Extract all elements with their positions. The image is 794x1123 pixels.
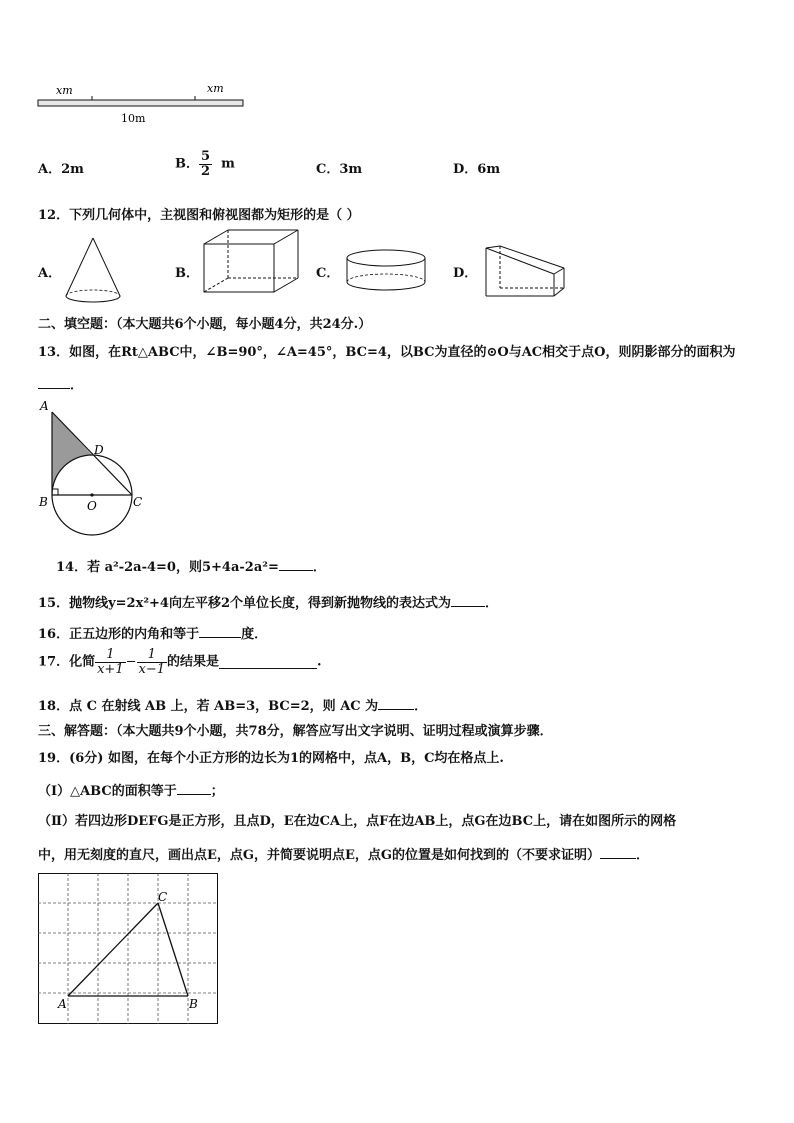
q11-option-b (175, 150, 235, 179)
q12-option-d: D． (453, 266, 478, 281)
q17-fraction-2 (137, 648, 168, 677)
q15-blank (451, 594, 485, 607)
q12-option-c: C． (316, 266, 340, 281)
q13-stem: 13．如图，在Rt△ABC中，∠B=90°，∠A=45°，BC=4，以BC为直径的⊙O与AC相交于点O，则阴影部分的面积为 (38, 345, 736, 360)
q17-f2-den: x−1 (138, 662, 165, 677)
cylinder-figure (342, 246, 430, 296)
q19-part1-line (38, 782, 224, 800)
cone-figure (60, 234, 130, 306)
q17-suffix: 的结果是 (167, 654, 220, 670)
q19-part2-blank (600, 846, 636, 859)
q14-blank (279, 558, 313, 571)
q13-shaded-region (52, 412, 92, 495)
q13-circle-figure (36, 396, 148, 542)
q17-prefix: 17．化简 (38, 654, 96, 670)
q12-stem: 12．下列几何体中，主视图和俯视图都为矩形的是（ ） (38, 208, 360, 223)
q17-minus: − (125, 654, 137, 670)
q18-tail: ． (414, 699, 428, 714)
q13-label-a: A (40, 399, 49, 413)
q15-tail: ． (485, 596, 499, 611)
q19-label-b: B (189, 997, 198, 1011)
q15-line (38, 594, 498, 612)
q16-tail: 度． (241, 627, 268, 642)
q19-part2-tail: ． (636, 848, 650, 863)
q11-option-b-den: 2 (201, 164, 211, 179)
q11-option-c: C．3m (316, 162, 363, 177)
q19-grid-figure (38, 873, 219, 1026)
q18-stem: 18．点 C 在射线 AB 上，若 AB=3，BC=2，则 AC 为 (38, 699, 379, 714)
q18-line (38, 697, 427, 715)
q13-label-o: O (87, 499, 97, 513)
q17-blank (219, 656, 317, 669)
q17-f1-den: x+1 (97, 662, 124, 677)
q13-blank (38, 376, 70, 389)
segment-label-right: xm (207, 82, 224, 95)
segment-bar (38, 100, 243, 106)
q15-stem: 15．抛物线y=2x²+4向左平移2个单位长度，得到新抛物线的表达式为 (38, 596, 452, 611)
q13-label-d: D (94, 443, 104, 457)
q19-part1-blank (177, 782, 211, 795)
wedge-prism-figure (480, 242, 570, 302)
q19-part2-line1: （Ⅱ）若四边形DEFG是正方形，且点D，E在边CA上，点F在边AB上，点G在边BC上，请在如图所示的网格 (38, 814, 677, 829)
q11-option-b-letter: B． (175, 156, 199, 172)
q16-blank (199, 625, 241, 638)
segment-figure (30, 78, 260, 130)
q19-part1: （Ⅰ）△ABC的面积等于 (38, 784, 177, 799)
q19-part1-tail: ； (210, 784, 224, 799)
q19-stem: 19．(6分) 如图，在每个小正方形的边长为1的网格中，点A，B，C均在格点上. (38, 751, 504, 766)
q11-option-a: A．2m (38, 162, 84, 177)
box-figure (198, 226, 302, 296)
segment-label-left: xm (56, 84, 73, 97)
segment-label-total: 10m (121, 112, 146, 125)
q11-option-b-unit: m (221, 156, 235, 172)
q16-line (38, 625, 267, 643)
q17-f2-num: 1 (137, 648, 168, 663)
q12-option-b: B． (175, 266, 199, 281)
q14-tail: ． (312, 560, 326, 575)
q19-part2-line2 (38, 846, 649, 864)
q13-label-c: C (133, 495, 143, 509)
q11-option-b-fraction (199, 150, 212, 179)
q14-line (56, 558, 326, 576)
q13-tail: ． (70, 378, 84, 393)
q19-part2-text: 中，用无刻度的直尺，画出点E，点G，并简要说明点E，点G的位置是如何找到的（不要求证明） (38, 848, 601, 863)
section2-title: 二、填空题：（本大题共6个小题，每小题4分，共24分.） (38, 317, 372, 332)
q17-tail: . (317, 654, 322, 670)
q17-f1-num: 1 (95, 648, 126, 663)
q18-blank (378, 697, 414, 710)
q19-label-a: A (58, 997, 67, 1011)
q16-stem: 16．正五边形的内角和等于 (38, 627, 200, 642)
q13-answer-line (38, 376, 83, 394)
q17-fraction-1 (95, 648, 126, 677)
q11-option-d: D．6m (453, 162, 501, 177)
q14-stem: 14．若 a²-2a-4=0，则5+4a-2a²= (56, 560, 279, 575)
q13-label-b: B (39, 495, 48, 509)
q11-option-b-num: 5 (201, 149, 211, 164)
q17-line (38, 648, 322, 677)
section3-title: 三、解答题：（本大题共9个小题，共78分，解答应写出文字说明、证明过程或演算步骤． (38, 724, 553, 739)
q19-label-c: C (158, 890, 168, 904)
q12-option-a: A． (38, 266, 62, 281)
